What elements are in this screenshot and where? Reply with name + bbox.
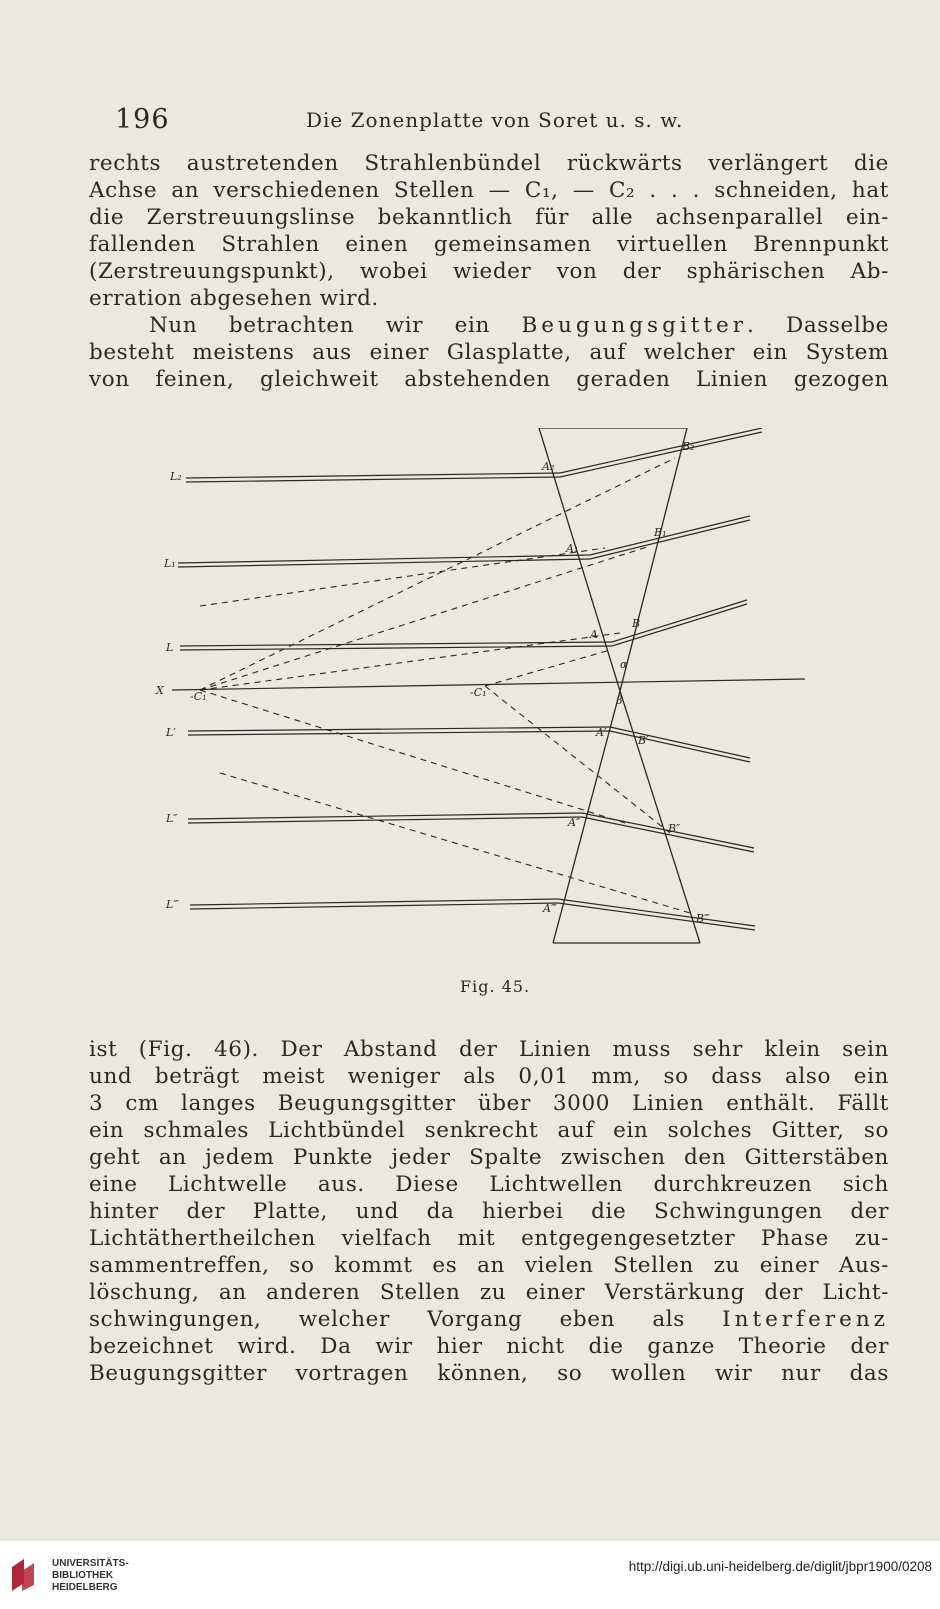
library-logo-icon: [8, 1557, 44, 1593]
footer-bar: [0, 1541, 940, 1609]
text-line: löschung, an anderen Stellen zu einer Verstärkung der Licht-: [89, 1280, 889, 1305]
diagram-svg: [150, 428, 830, 968]
paragraph-start-line: [89, 312, 889, 339]
figure-diffraction-diagram: [150, 428, 830, 968]
label-L-prime: L′: [166, 726, 176, 739]
text-fragment: Nun betrachten wir ein: [149, 313, 522, 338]
text-line: eine Lichtwelle aus. Diese Lichtwellen durchkreuzen sich: [89, 1172, 889, 1197]
source-url-link[interactable]: http://digi.ub.uni-heidelberg.de/diglit/jbpr1900/0208: [628, 1559, 932, 1574]
label-B-triple-prime: B‴: [696, 912, 710, 925]
spaced-term: Beugungsgitter: [521, 313, 747, 338]
text-block-bottom: [89, 1036, 889, 1387]
text-line: die Zerstreuungslinse bekanntlich für alle achsenparallel ein-: [89, 205, 889, 230]
label-L1: L₁: [164, 557, 176, 570]
label-beta: β: [616, 694, 623, 707]
label-alpha: α: [620, 658, 628, 671]
library-name-line: UNIVERSITÄTS-: [52, 1558, 129, 1569]
page-number: 196: [115, 104, 170, 135]
text-line: erration abgesehen wird.: [89, 286, 379, 311]
text-block-top: [89, 150, 889, 393]
label-A-double-prime: A″: [568, 816, 581, 829]
text-line: geht an jedem Punkte jeder Spalte zwischen den Gitterstäben: [89, 1145, 889, 1170]
label-L: L: [166, 641, 174, 654]
text-line: rechts austretenden Strahlenbündel rückwärts verlängert die: [89, 151, 889, 176]
label-B-prime: B′: [638, 734, 649, 747]
label-C1: -C₁: [190, 690, 207, 703]
library-name-line: BIBLIOTHEK: [52, 1570, 114, 1581]
running-head: Die Zonenplatte von Soret u. s. w.: [306, 108, 684, 132]
text-line: von feinen, gleichweit abstehenden geraden Linien gezogen: [89, 367, 889, 392]
text-line: Lichtäthertheilchen vielfach mit entgegengesetzter Phase zu-: [89, 1226, 889, 1251]
label-A2: A₂: [542, 460, 555, 473]
text-line: bezeichnet wird. Da wir hier nicht die ganze Theorie der: [89, 1334, 889, 1359]
text-line: ein schmales Lichtbündel senkrecht auf ein solches Gitter, so: [89, 1118, 889, 1143]
label-A: A: [590, 628, 598, 641]
label-B: B: [632, 617, 641, 630]
label-L2: L₂: [170, 470, 182, 483]
text-line: ist (Fig. 46). Der Abstand der Linien muss sehr klein sein: [89, 1037, 889, 1062]
label-L-double-prime: L″: [166, 812, 178, 825]
text-fragment: . Dasselbe: [747, 313, 889, 338]
label-X: X: [156, 684, 164, 697]
label-L-triple-prime: L‴: [166, 898, 180, 911]
label-B1: B₁: [654, 526, 667, 539]
text-line: und beträgt meist weniger als 0,01 mm, so dass also ein: [89, 1064, 889, 1089]
text-line: (Zerstreuungspunkt), wobei wieder von der sphärischen Ab-: [89, 259, 889, 284]
text-line: sammentreffen, so kommt es an vielen Stellen zu einer Aus-: [89, 1253, 889, 1278]
text-fragment: schwingungen, welcher Vorgang eben als: [89, 1307, 723, 1332]
label-A1: A₁: [566, 542, 579, 555]
text-line: Beugungsgitter vortragen können, so wollen wir nur das: [89, 1361, 889, 1386]
text-line: hinter der Platte, und da hierbei die Schwingungen der: [89, 1199, 889, 1224]
text-line: 3 cm langes Beugungsgitter über 3000 Linien enthält. Fällt: [89, 1091, 889, 1116]
spaced-term: Interferenz: [722, 1307, 889, 1332]
text-line: Achse an verschiedenen Stellen — C₁, — C₂ . . . schneiden, hat: [89, 178, 889, 203]
figure-caption: Fig. 45.: [460, 977, 531, 996]
label-A-prime: A′: [596, 726, 607, 739]
text-line: fallenden Strahlen einen gemeinsamen virtuellen Brennpunkt: [89, 232, 889, 257]
label-C: -C₁: [470, 686, 487, 699]
label-A-triple-prime: A‴: [543, 902, 557, 915]
interference-line: [89, 1306, 889, 1333]
label-B2: B₂: [682, 440, 695, 453]
grating-outline: [539, 428, 700, 943]
library-name: [52, 1558, 129, 1594]
text-line: besteht meistens aus einer Glasplatte, auf welcher ein System: [89, 340, 889, 365]
ray-lines: [172, 428, 805, 930]
library-name-line: HEIDELBERG: [52, 1582, 118, 1593]
label-B-double-prime: B″: [668, 822, 681, 835]
